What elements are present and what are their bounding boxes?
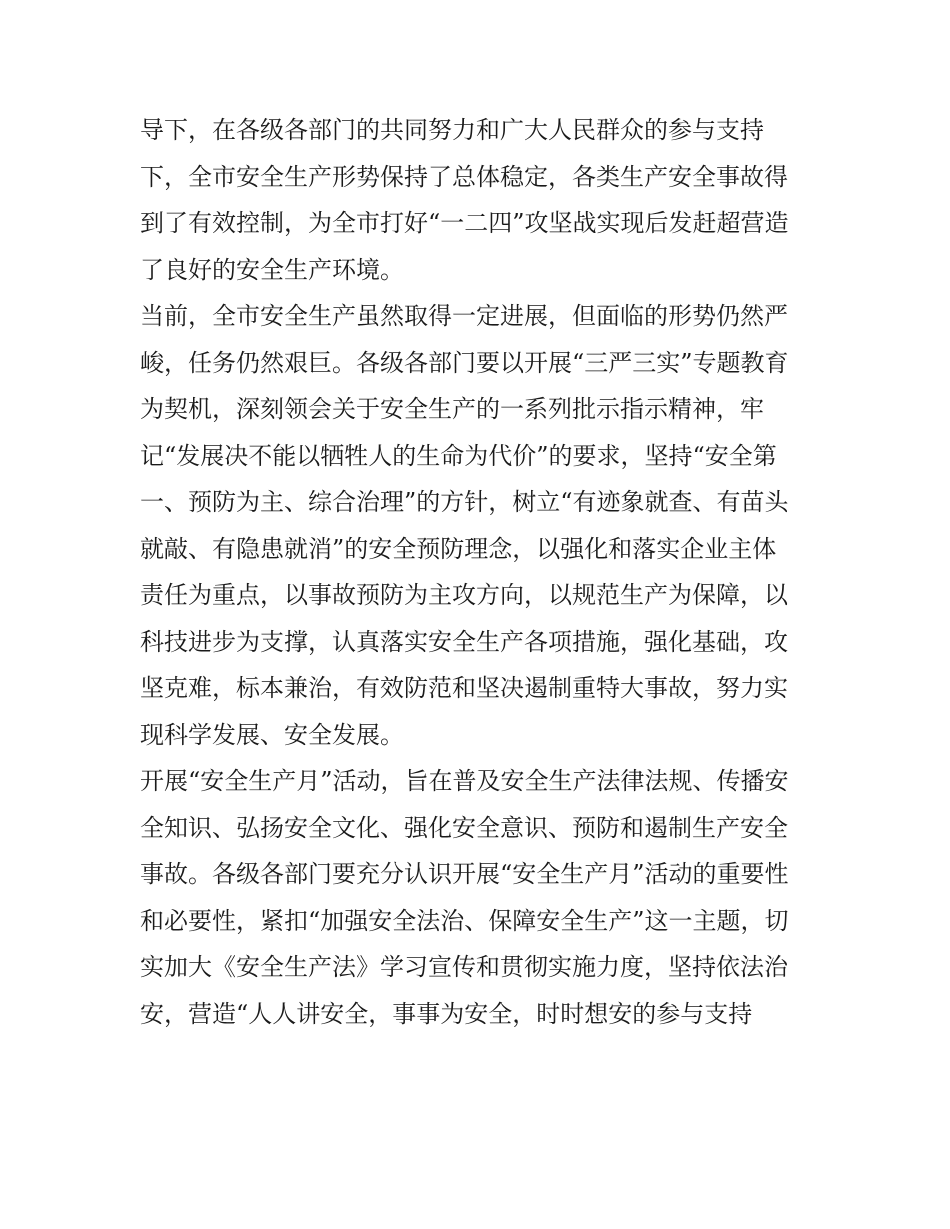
document-body	[140, 107, 820, 1037]
text-line: 安，营造“人人讲安全，事事为安全，时时想安的参与支持	[140, 999, 753, 1028]
text-line: 和必要性，紧扣“加强安全法治、保障安全生产”这一主题，切	[140, 906, 789, 935]
text-line: 现科学发展、安全发展。	[140, 720, 404, 749]
text-line: 就敲、有隐患就消”的安全预防理念，以强化和落实企业主体	[140, 534, 777, 563]
text-line: 导下，在各级各部门的共同努力和广大人民群众的参与支持	[140, 116, 764, 144]
text-line: 到了有效控制，为全市打好“一二四”攻坚战实现后发赶超营造	[140, 209, 789, 237]
text-line: 当前，全市安全生产虽然取得一定进展，但面临的形势仍然严	[140, 302, 788, 330]
text-line: 坚克难，标本兼治，有效防范和坚决遏制重特大事故，努力实	[140, 674, 788, 702]
text-line: 责任为重点，以事故预防为主攻方向，以规范生产为保障，以	[140, 581, 788, 609]
text-line: 记“发展决不能以牺牲人的生命为代价”的要求，坚持“安全第	[140, 441, 777, 470]
text-line: 开展“安全生产月”活动，旨在普及安全生产法律法规、传播安	[140, 767, 789, 795]
paragraph-3	[140, 758, 820, 1037]
paragraph-2	[140, 293, 820, 758]
text-line: 下，全市安全生产形势保持了总体稳定，各类生产安全事故得	[140, 162, 788, 191]
text-line: 实加大《安全生产法》学习宣传和贯彻实施力度，坚持依法治	[140, 953, 788, 981]
text-line: 为契机，深刻领会关于安全生产的一系列批示指示精神，牢	[140, 395, 764, 423]
text-line: 了良好的安全生产环境。	[140, 255, 404, 284]
text-line: 一、预防为主、综合治理”的方针，树立“有迹象就查、有苗头	[140, 488, 789, 516]
text-line: 事故。各级各部门要充分认识开展“安全生产月”活动的重要性	[140, 860, 789, 888]
paragraph-1	[140, 107, 820, 293]
text-line: 科技进步为支撑，认真落实安全生产各项措施，强化基础，攻	[140, 627, 788, 656]
text-line: 峻，任务仍然艰巨。各级各部门要以开展“三严三实”专题教育	[140, 348, 789, 377]
text-line: 全知识、弘扬安全文化、强化安全意识、预防和遏制生产安全	[140, 813, 788, 842]
